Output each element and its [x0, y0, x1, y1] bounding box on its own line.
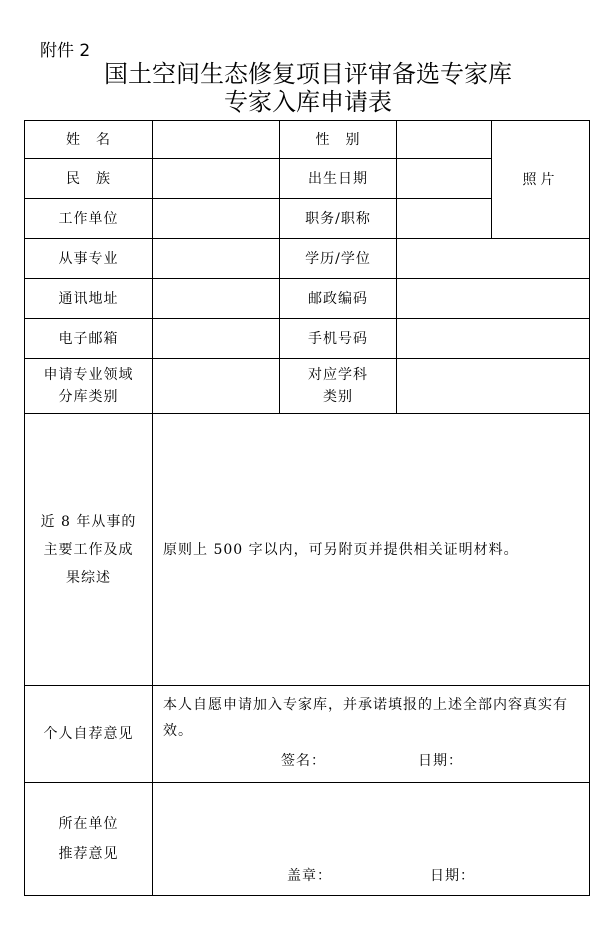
apply-field-label — [25, 359, 153, 414]
summary-label — [25, 414, 153, 686]
ethnicity-label: 民 族 — [25, 159, 153, 199]
summary-label-line2: 主要工作及成 — [43, 541, 134, 558]
mobile-label: 手机号码 — [280, 319, 397, 359]
mobile-field[interactable] — [397, 319, 590, 359]
postal-code-field[interactable] — [397, 279, 590, 319]
address-field[interactable] — [153, 279, 280, 319]
birth-date-field[interactable] — [397, 159, 492, 199]
work-unit-label: 工作单位 — [25, 199, 153, 239]
unit-recommend-seal-line — [163, 865, 579, 887]
work-unit-field[interactable] — [153, 199, 280, 239]
seal-label: 盖章： — [287, 868, 332, 884]
unit-recommend-label — [25, 783, 153, 896]
photo-cell[interactable] — [492, 121, 590, 239]
birth-date-label: 出生日期 — [280, 159, 397, 199]
name-label: 姓 名 — [25, 121, 153, 159]
education-degree-field[interactable] — [397, 239, 590, 279]
position-title-field[interactable] — [397, 199, 492, 239]
name-field[interactable] — [153, 121, 280, 159]
unit-date-label: 日期： — [430, 868, 475, 884]
attachment-label: 附件 2 — [40, 41, 91, 61]
photo-label: 照片 — [522, 171, 559, 188]
self-recommend-field[interactable] — [153, 686, 590, 783]
self-recommend-sign-line — [163, 750, 579, 772]
form-title-line1: 国土空间生态修复项目评审备选专家库 — [104, 60, 512, 88]
address-label: 通讯地址 — [25, 279, 153, 319]
postal-code-label: 邮政编码 — [280, 279, 397, 319]
email-field[interactable] — [153, 319, 280, 359]
apply-field-field[interactable] — [153, 359, 280, 414]
summary-label-line3: 果综述 — [66, 569, 111, 586]
summary-hint: 原则上 500 字以内，可另附页并提供相关证明材料。 — [163, 541, 519, 558]
specialty-label: 从事专业 — [25, 239, 153, 279]
unit-recommend-label-line1: 所在单位 — [58, 816, 119, 832]
gender-label: 性 别 — [280, 121, 397, 159]
ethnicity-field[interactable] — [153, 159, 280, 199]
form-title-line2: 专家入库申请表 — [224, 88, 392, 116]
unit-recommend-field[interactable] — [153, 783, 590, 896]
discipline-label-line1: 对应学科 — [308, 367, 368, 383]
unit-recommend-label-line2: 推荐意见 — [58, 846, 119, 862]
position-title-label: 职务/职称 — [280, 199, 397, 239]
discipline-field[interactable] — [397, 359, 590, 414]
discipline-label — [280, 359, 397, 414]
email-label: 电子邮箱 — [25, 319, 153, 359]
education-degree-label: 学历/学位 — [280, 239, 397, 279]
specialty-field[interactable] — [153, 239, 280, 279]
sign-label: 签名： — [281, 753, 326, 769]
apply-field-label-line2: 分库类别 — [58, 389, 119, 405]
gender-field[interactable] — [397, 121, 492, 159]
self-date-label: 日期： — [418, 753, 463, 769]
application-form-table — [24, 120, 590, 896]
self-recommend-label: 个人自荐意见 — [25, 686, 153, 783]
self-recommend-statement: 本人自愿申请加入专家库，并承诺填报的上述全部内容真实有效。 — [163, 697, 568, 739]
summary-field[interactable] — [153, 414, 590, 686]
discipline-label-line2: 类别 — [323, 389, 353, 405]
summary-label-line1: 近 8 年从事的 — [40, 513, 137, 530]
apply-field-label-line1: 申请专业领域 — [43, 367, 134, 383]
